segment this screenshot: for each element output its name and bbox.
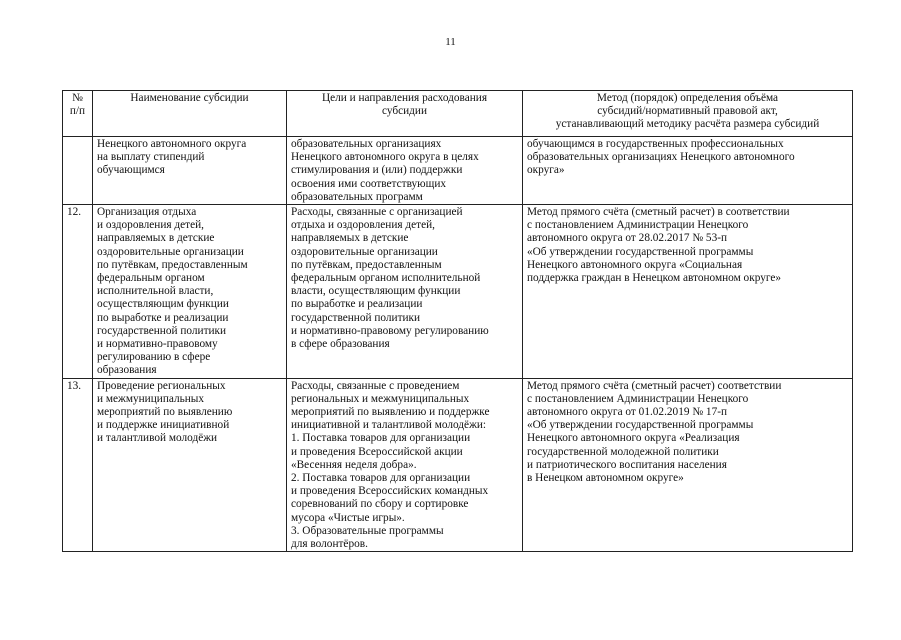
table-row (63, 205, 853, 379)
table-row (63, 378, 853, 552)
row-num-cell (63, 137, 93, 205)
row-method-cell: обучающимся в государственных профессиональных образовательных организациях Ненецкого автономного округа» (523, 137, 853, 205)
table-row (63, 137, 853, 205)
row-name-cell: Проведение региональных и межмуниципальных мероприятий по выявлению и поддержке инициативной и талантливой молодёжи (93, 378, 287, 552)
row-goals-cell: Расходы, связанные с организацией отдыха и оздоровления детей, направляемых в детские оздоровительные организации по путёвкам, предоставленным федеральным органом исполнительной власти, осуществляющим функции по выработке и реализации государственной политики и нормативно-правовому регулированию в сфере образования (287, 205, 523, 379)
subsidy-table (62, 90, 853, 552)
page-number: 11 (445, 36, 456, 48)
row-goals-cell: образовательных организациях Ненецкого автономного округа в целях стимулирования и (или) поддержки освоения ими соответствующих образовательных программ (287, 137, 523, 205)
row-name-cell: Организация отдыха и оздоровления детей, направляемых в детские оздоровительные организации по путёвкам, предоставленным федеральным органом исполнительной власти, осуществляющим функции по выработке и реализации государственной политики и нормативно-правовому регулированию в сфере образования (93, 205, 287, 379)
row-name-cell: Ненецкого автономного округа на выплату стипендий обучающимся (93, 137, 287, 205)
row-goals-cell: Расходы, связанные с проведением региональных и межмуниципальных мероприятий по выявлению и поддержке инициативной и талантливой молодёжи: 1. Поставка товаров для организации и проведения Всероссийской акции «Весенняя неделя добра». 2. Поставка товаров для организации и проведения Всероссийских командных соревнований по сбору и сортировке мусора «Чистые игры». 3. Образовательные программы для волонтёров. (287, 378, 523, 552)
row-num-cell: 13. (63, 378, 93, 552)
row-num-cell: 12. (63, 205, 93, 379)
header-name: Наименование субсидии (93, 91, 287, 137)
row-method-cell: Метод прямого счёта (сметный расчет) соответствии с постановлением Администрации Ненецкого автономного округа от 01.02.2019 № 17-п «Об утверждении государственной программы Ненецкого автономного округа «Реализация государственной молодежной политики и патриотического воспитания населения в Ненецком автономном округе» (523, 378, 853, 552)
header-num: № п/п (63, 91, 93, 137)
header-method: Метод (порядок) определения объёма субсидий/нормативный правовой акт, устанавливающий методику расчёта размера субсидий (523, 91, 853, 137)
header-goals: Цели и направления расходования субсидии (287, 91, 523, 137)
table-header-row (63, 91, 853, 137)
row-method-cell: Метод прямого счёта (сметный расчет) в соответствии с постановлением Администрации Ненецкого автономного округа от 28.02.2017 № 53-п «Об утверждении государственной программы Ненецкого автономного округа «Социальная поддержка граждан в Ненецком автономном округе» (523, 205, 853, 379)
